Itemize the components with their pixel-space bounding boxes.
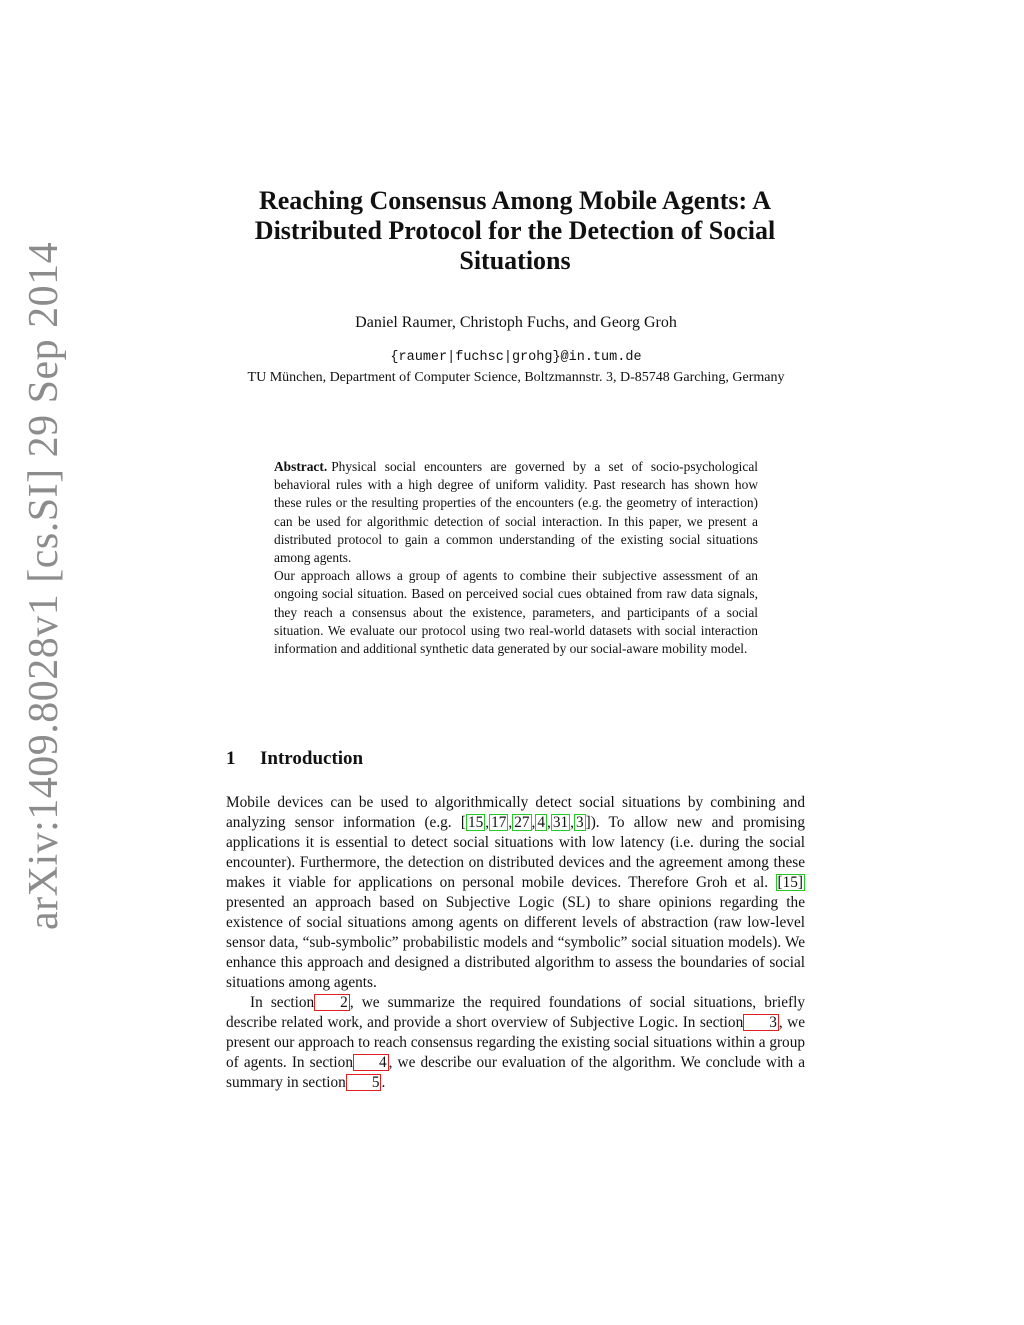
citation-link[interactable]: 17 [491, 814, 507, 831]
abstract-paragraph-1 [274, 458, 758, 567]
section-heading [226, 748, 806, 770]
author-affiliation: TU München, Department of Computer Science, Boltzmannstr. 3, D-85748 Garching, Germany [247, 370, 785, 385]
abstract-label: Abstract. [274, 459, 328, 474]
citation-link[interactable]: 3 [575, 814, 584, 831]
abstract-paragraph-2: Our approach allows a group of agents to combine their subjective assessment of an ongoing social situation. Based on perceived social cues obtained from raw data signals, they reach a consensus about the existence, parameters, and participants of a social situation. We evaluate our protocol using two real-world datasets with social interaction information and additional synthetic data generated by our social-aware mobility model. [274, 568, 758, 657]
intro-paragraph-1: Mobile devices can be used to algorithmically detect social situations by combining and analyzing sensor information (e.g. [ 15 , 17 , 27 , 4 , 31 , 3 ]). To allow new and promising applications it is essential to detect social situations with low latency (i.e. during the social encounter). Furthermore, the detection on distributed devices and the agreement among these makes it viable for applications on personal mobile devices. Therefore Groh et al. [15] presented an approach based on Subjective Logic (SL) to share opinions regarding the existence of social situations among agents on different levels of abstraction (raw low-level sensor data, “sub-symbolic” probabilistic models and “symbolic” social situation models). We enhance this approach and designed a distributed algorithm to assess the boundaries of social situations among agents. [226, 794, 805, 991]
section-ref-link[interactable]: 4 [353, 1054, 389, 1071]
intro-text: ]). To allow new and promising applications it is essential to detect social situations with low latency (i.e. during the social encounter). Furthermore, the detection on distributed devices and the agreement among these makes it viable for applications on personal mobile devices. Therefore Groh et al. [226, 814, 805, 891]
citation-link[interactable]: 27 [514, 814, 530, 831]
paper-authors: Daniel Raumer, Christoph Fuchs, and Georg Groh [355, 314, 677, 331]
introduction-body [226, 793, 805, 1093]
paper-title: Reaching Consensus Among Mobile Agents: A Distributed Protocol for the Detection of Social Situations [254, 186, 776, 275]
abstract-text-1: Physical social encounters are governed by a set of socio-psychological behavioral rules with a high degree of uniform validity. Past research has shown how these rules or the resulting properties of the encounters (e.g. the geometry of interaction) can be used for algorithmic detection of social interaction. In this paper, we present a distributed protocol to gain a common understanding of the existing social situations among agents. [274, 459, 758, 566]
intro-text: , we present our approach to reach consensus regarding the existing social situations within a group of agents. In section [226, 1014, 806, 1071]
citation-link[interactable]: 4 [537, 814, 545, 831]
section-number: 1 [226, 748, 236, 769]
section-ref-link[interactable]: 3 [743, 1014, 779, 1031]
section-title: Introduction [260, 748, 364, 769]
intro-text: . [381, 1074, 386, 1091]
intro-text: Mobile devices can be used to algorithmically detect social situations by combining and analyzing sensor information (e.g. [ [226, 794, 805, 831]
intro-text: presented an approach based on Subjective Logic (SL) to share opinions regarding the existence of social situations among agents on different levels of abstraction (raw low-level sensor data, “sub-symbolic” probabilistic models and “symbolic” social situation models). We enhance this approach and designed a distributed algorithm to assess the boundaries of social situations among agents. [226, 894, 805, 991]
intro-text: , we summarize the required foundations of social situations, briefly describe related work, and provide a short overview of Subjective Logic. In section [226, 994, 805, 1031]
section-ref-link[interactable]: 5 [346, 1074, 382, 1091]
intro-text: , we describe our evaluation of the algorithm. We conclude with a summary in section [226, 1054, 805, 1091]
citation-link[interactable]: 31 [552, 814, 569, 831]
intro-paragraph-2 [226, 993, 805, 1093]
arxiv-stamp: arXiv:1409.8028v1 [cs.SI] 29 Sep 2014 [21, 241, 67, 930]
section-ref-link[interactable]: 2 [314, 994, 350, 1011]
author-email: {raumer|fuchsc|grohg}@in.tum.de [390, 350, 642, 365]
intro-text: In section [250, 994, 315, 1011]
abstract [274, 458, 758, 658]
citation-link[interactable]: [15] [777, 874, 803, 891]
citation-link[interactable]: 15 [467, 814, 484, 831]
